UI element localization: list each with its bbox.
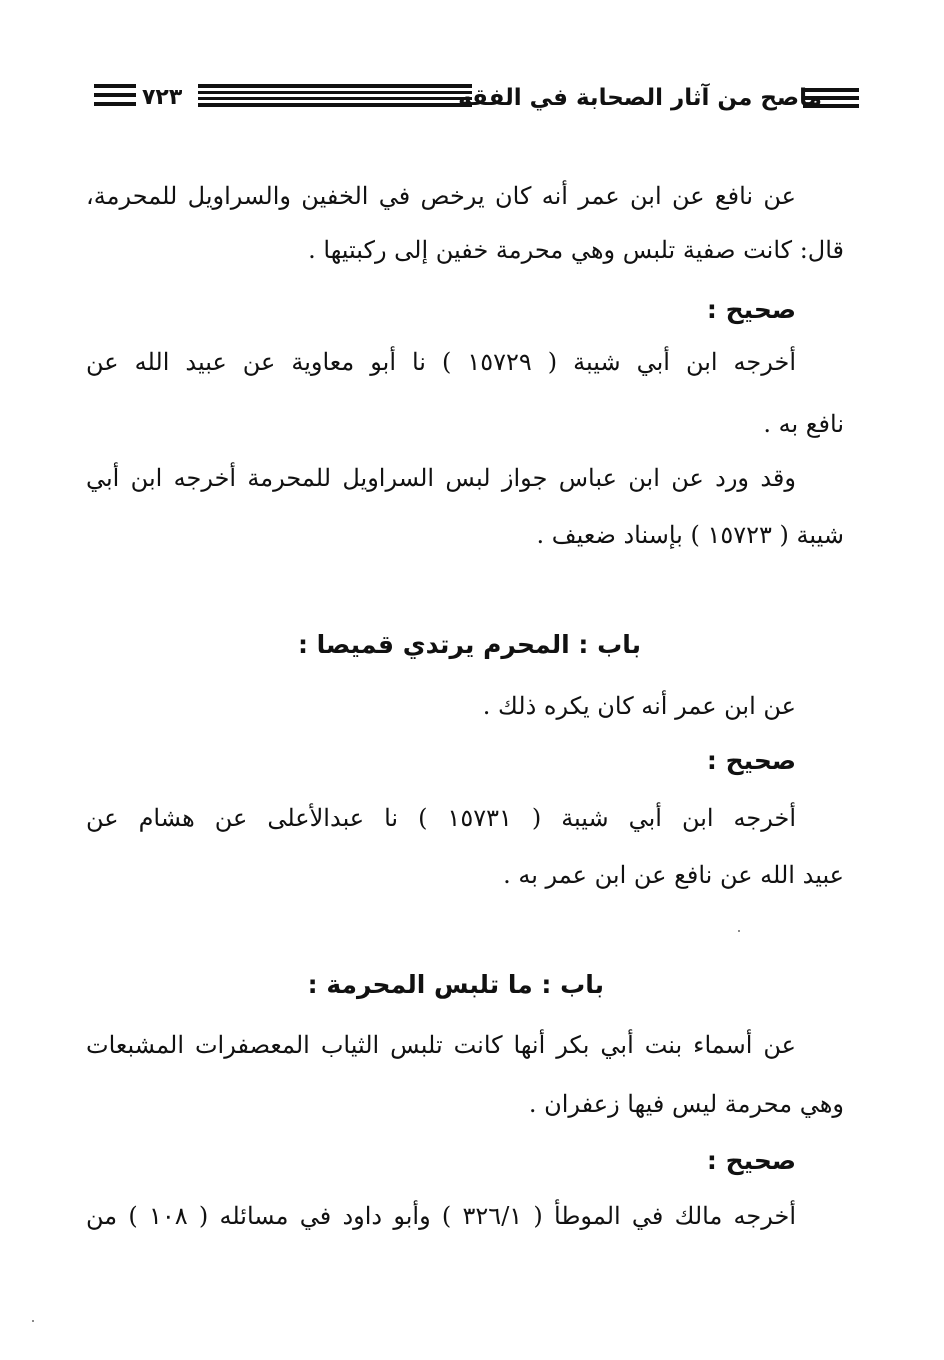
header-rule-mid-3 bbox=[198, 97, 472, 100]
page-number: ٧٢٣ bbox=[142, 85, 183, 110]
s3-heading: باب : ما تلبس المحرمة : bbox=[307, 970, 604, 999]
s1-text-line1: عن نافع عن ابن عمر أنه كان يرخص في الخفين والسراويل للمحرمة، bbox=[86, 182, 796, 210]
s1-source-line1: أخرجه ابن أبي شيبة ( ١٥٧٢٩ ) نا أبو معاوية عن عبيد الله عن bbox=[86, 348, 797, 376]
header-rule-left-top bbox=[94, 84, 136, 88]
s2-heading: باب : المحرم يرتدي قميصا : bbox=[297, 630, 641, 659]
s3-text-line2: وهي محرمة ليس فيها زعفران . bbox=[528, 1090, 844, 1118]
s1-note-line1: وقد ورد عن ابن عباس جواز لبس السراويل للمحرمة أخرجه ابن أبي bbox=[86, 464, 796, 492]
header-rule-mid-2 bbox=[198, 91, 472, 94]
s1-source-line2: نافع به . bbox=[763, 410, 844, 438]
s2-grade: صحيح : bbox=[706, 746, 796, 775]
header-rule-left-mid bbox=[94, 93, 136, 97]
s2-source-line2: عبيد الله عن نافع عن ابن عمر به . bbox=[503, 861, 844, 889]
s3-text-line1: عن أسماء بنت أبي بكر أنها كانت تلبس الثياب المعصفرات المشبعات bbox=[86, 1031, 796, 1059]
scan-speck bbox=[738, 930, 740, 932]
scan-speck bbox=[32, 1320, 34, 1322]
s2-source-line1: أخرجه ابن أبي شيبة ( ١٥٧٣١ ) نا عبدالأعلى عن هشام عن bbox=[86, 804, 796, 832]
s3-grade: صحيح : bbox=[706, 1146, 796, 1175]
s2-text-line1: عن ابن عمر أنه كان يكره ذلك . bbox=[482, 692, 796, 720]
header-rule-left-bottom bbox=[94, 102, 136, 106]
header-rule-mid-1 bbox=[198, 84, 472, 88]
s3-source-line1: أخرجه مالك في الموطأ ( ٣٢٦/١ ) وأبو داود في مسائله ( ١٠٨ ) من bbox=[86, 1202, 796, 1230]
s1-grade: صحيح : bbox=[706, 295, 796, 324]
running-header-title: ماصح من آثار الصحابة في الفقه bbox=[458, 85, 822, 111]
s1-note-line2: شيبة ( ١٥٧٢٣ ) بإسناد ضعيف . bbox=[536, 521, 844, 549]
header-rule-mid-4 bbox=[198, 103, 472, 107]
s1-text-line2: قال: كانت صفية تلبس وهي محرمة خفين إلى ركبتيها . bbox=[308, 236, 844, 264]
